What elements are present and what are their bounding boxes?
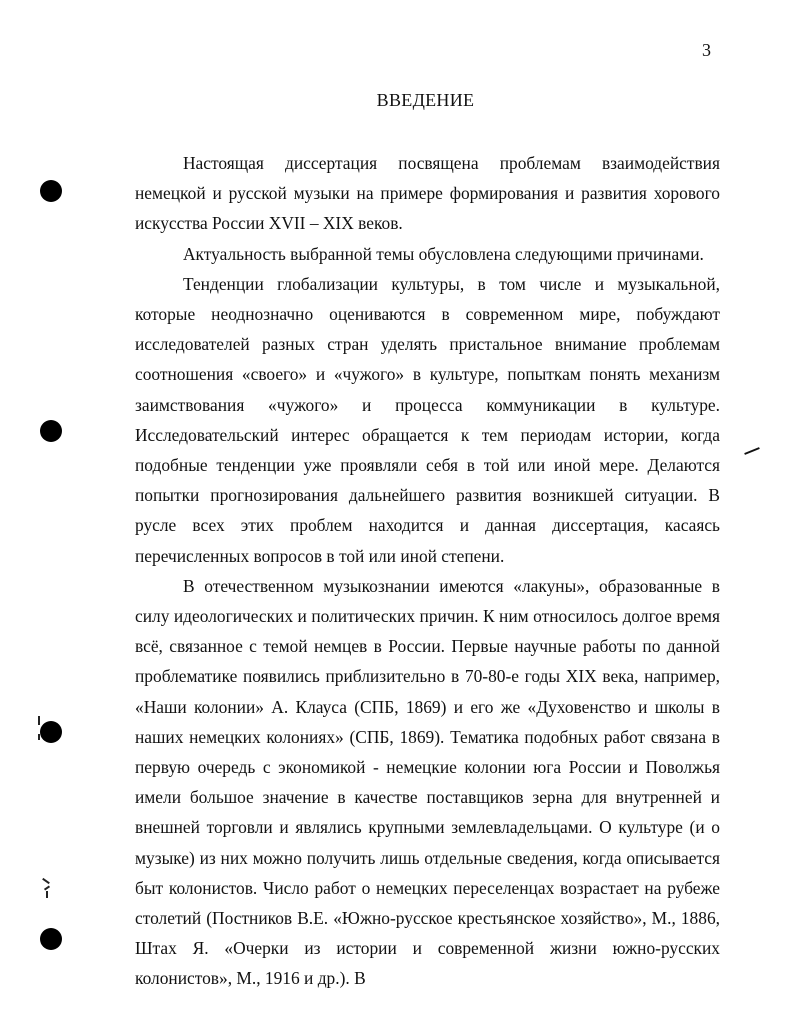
punch-hole-mark <box>40 928 62 950</box>
paragraph-musicology: В отечественном музыкознании имеются «лакуны», образованные в силу идеологических и политических причин. К ним относилось долгое время всё, связанное с темой немцев в России. Первые научные работы по данной проблематике появились приблизительно в 70-80-е годы XIX века, например, «Наши колонии» А. Клауса (СПБ, 1869) и его же «Духовенство и школы в наших немецких колониях» (СПБ, 1869). Тематика подобных работ связана в первую очередь с экономикой - немецкие колонии юга России и Поволжья имели большое значение в качестве поставщиков зерна для внутренней и внешней торговли и являлись крупными землевладельцами. О культуре (и о музыке) из них можно получить лишь отдельные сведения, когда описывается быт колонистов. Число работ о немецких переселенцах возрастает на рубеже столетий (Постников В.Е. «Южно-русское крестьянское хозяйство», М., 1886, Штах Я. «Очерки из истории и современной жизни южно-русских колонистов», М., 1916 и др.). В <box>135 575 720 989</box>
paragraph-intro: Настоящая диссертация посвящена проблемам взаимодействия немецкой и русской музыки на примере формирования и развития хорового искусства России XVII – XIX веков. <box>135 153 720 234</box>
scan-artifact <box>42 878 50 884</box>
scan-artifact <box>38 716 40 725</box>
scan-artifact <box>38 734 40 740</box>
punch-hole-mark <box>40 420 62 442</box>
scan-artifact <box>44 885 50 890</box>
punch-hole-mark <box>40 721 62 743</box>
paragraph-relevance: Актуальность выбранной темы обусловлена следующими причинами. <box>183 243 704 264</box>
scan-artifact <box>46 891 48 898</box>
paragraph-globalization: Тенденции глобализации культуры, в том числе и музыкальной, которые неоднозначно оцениваются в современном мире, побуждают исследователей разных стран уделять пристальное внимание проблемам соотношения «своего» и «чужого» в культуре, попыткам понять механизм заимствования «чужого» и процесса коммуникации в культуре. Исследовательский интерес обращается к тем периодам истории, когда подобные тенденции уже проявляли себя в той или иной мере. Делаются попытки прогнозирования дальнейшего развития возникшей ситуации. В русле всех этих проблем находится и данная диссертация, касаясь перечисленных вопросов в той или иной степени. <box>135 273 720 566</box>
body-text <box>135 148 720 994</box>
punch-hole-mark <box>40 180 62 202</box>
pen-margin-mark <box>744 447 760 455</box>
page-number: 3 <box>702 40 711 60</box>
section-title: ВВЕДЕНИЕ <box>376 90 475 110</box>
